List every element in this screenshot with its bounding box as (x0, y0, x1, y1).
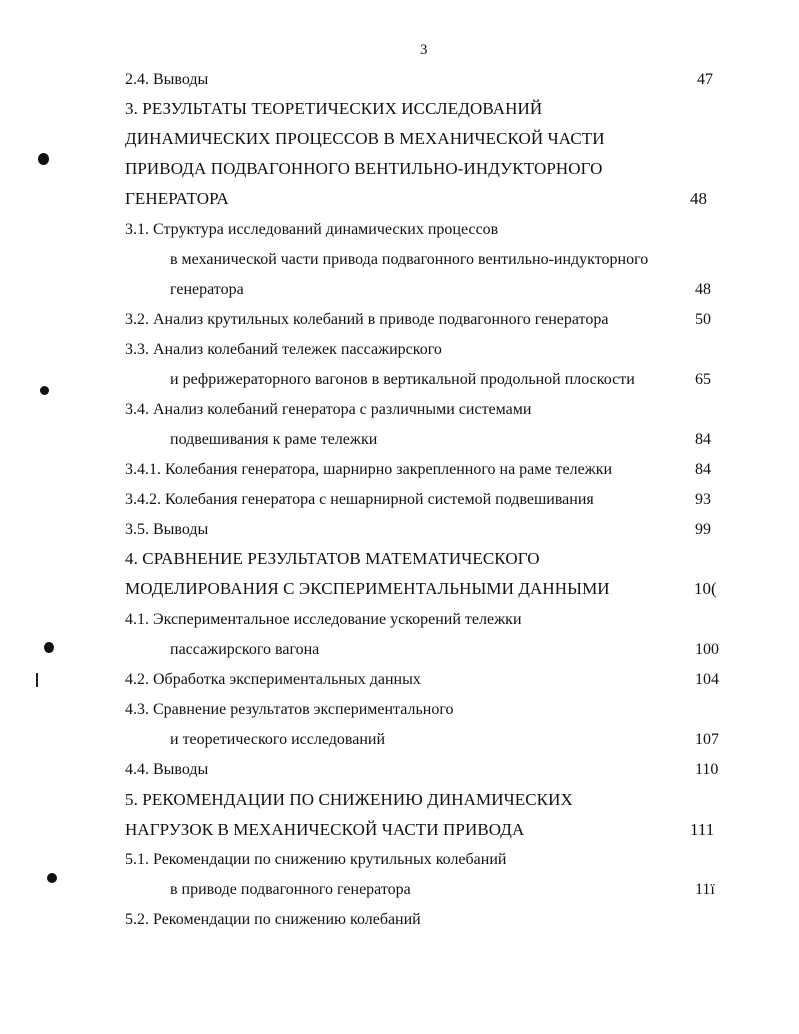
toc-entry: МОДЕЛИРОВАНИЯ С ЭКСПЕРИМЕНТАЛЬНЫМИ ДАННЫМИ (125, 579, 610, 598)
toc-entry: и теоретического исследований (170, 731, 385, 748)
toc-entry: 3.4.2. Колебания генератора с нешарнирной системой подвешивания (125, 491, 594, 508)
toc-entry: подвешивания к раме тележки (170, 431, 378, 448)
toc-page-number: 100 (695, 641, 719, 658)
toc-entry: НАГРУЗОК В МЕХАНИЧЕСКОЙ ЧАСТИ ПРИВОДА (125, 820, 525, 839)
toc-page-number: 111 (690, 820, 715, 839)
toc-page-number: 84 (695, 461, 711, 478)
toc-page-number: 47 (697, 71, 713, 88)
toc-entry: 3.5. Выводы (125, 521, 209, 538)
toc-page-number: 84 (695, 431, 711, 448)
toc-entry: 3.3. Анализ колебаний тележек пассажирского (125, 341, 442, 358)
toc-page-number: 107 (695, 731, 719, 748)
toc-entry: ГЕНЕРАТОРА (125, 189, 229, 208)
toc-entry: 5.1. Рекомендации по снижению крутильных колебаний (125, 851, 507, 868)
toc-entry: 4.3. Сравнение результатов экспериментального (125, 701, 454, 718)
scan-mark-3 (44, 642, 54, 653)
toc-entry: 5.2. Рекомендации по снижению колебаний (125, 911, 421, 928)
toc-entry: 3.4.1. Колебания генератора, шарнирно закрепленного на раме тележки (125, 461, 613, 478)
scan-mark-4 (36, 673, 38, 687)
toc-entry: и рефрижераторного вагонов в вертикальной продольной плоскости (170, 371, 635, 388)
toc-entry: 3.4. Анализ колебаний генератора с различными системами (125, 401, 532, 418)
toc-entry: 3. РЕЗУЛЬТАТЫ ТЕОРЕТИЧЕСКИХ ИССЛЕДОВАНИЙ (125, 99, 543, 118)
toc-entry: ДИНАМИЧЕСКИХ ПРОЦЕССОВ В МЕХАНИЧЕСКОЙ ЧАСТИ (125, 129, 605, 148)
toc-page-number: 110 (695, 761, 719, 778)
toc-entry: в приводе подвагонного генератора (170, 881, 411, 898)
toc-entry: 3.2. Анализ крутильных колебаний в приводе подвагонного генератора (125, 311, 609, 328)
toc-entry: 5. РЕКОМЕНДАЦИИ ПО СНИЖЕНИЮ ДИНАМИЧЕСКИХ (125, 790, 573, 809)
toc-entry: 2.4. Выводы (125, 71, 209, 88)
toc-entry: 4.1. Экспериментальное исследование ускорений тележки (125, 611, 522, 628)
toc-page-number: 11ï (695, 881, 715, 898)
toc-entry: 4. СРАВНЕНИЕ РЕЗУЛЬТАТОВ МАТЕМАТИЧЕСКОГО (125, 549, 540, 568)
toc-page-number: 48 (695, 281, 711, 298)
toc-entry: ПРИВОДА ПОДВАГОННОГО ВЕНТИЛЬНО-ИНДУКТОРНОГО (125, 159, 603, 178)
toc-page-number: 99 (695, 521, 711, 538)
toc-page-number: 50 (695, 311, 711, 328)
toc-page-number: 93 (695, 491, 711, 508)
toc-entry: 4.4. Выводы (125, 761, 209, 778)
toc-page-number: 10( (694, 579, 717, 598)
toc-page-number: 104 (695, 671, 719, 688)
toc-page-number: 65 (695, 371, 711, 388)
toc-page-number: 48 (690, 189, 707, 208)
page-number: 3 (420, 42, 428, 58)
scan-mark-2 (40, 386, 49, 395)
toc-entry: пассажирского вагона (170, 641, 320, 658)
toc-entry: генератора (170, 281, 244, 298)
toc-entry: 3.1. Структура исследований динамических процессов (125, 221, 499, 238)
toc-entry: 4.2. Обработка экспериментальных данных (125, 671, 421, 688)
toc-entry: в механической части привода подвагонного вентильно-индукторного (170, 251, 649, 268)
scan-mark-1 (38, 153, 49, 165)
scan-mark-5 (47, 873, 57, 883)
